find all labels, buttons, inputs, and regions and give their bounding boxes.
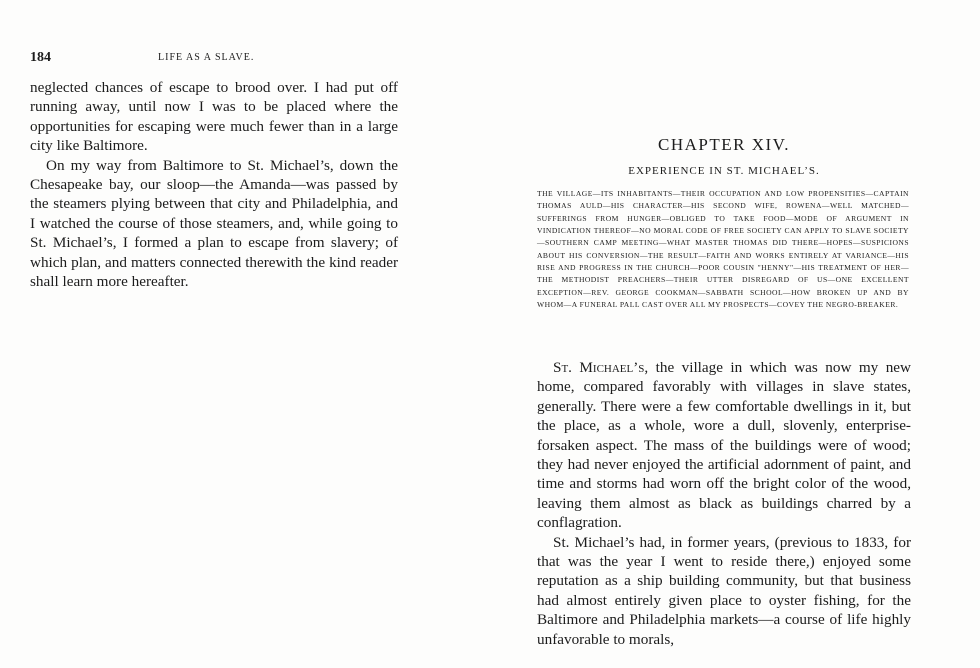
- paragraph: On my way from Baltimore to St. Michael’s, down the Chesapeake bay, our sloop—the Amanda—was passed by the steamers plying between that city and Philadelphia, and I watched the course of those steamers, and, while going to St. Michael’s, I formed a plan to escape from slavery; of which plan, and matters connected therewith the kind reader shall learn more hereafter.: [30, 156, 398, 291]
- running-title: LIFE AS A SLAVE.: [158, 52, 255, 63]
- paragraph-text: , the village in which was now my new home, compared favorably with villages in slave states, generally. There were a few comfortable dwellings in it, but the place, as a whole, wore a dull, slovenly, enterprise-forsaken aspect. The mass of the buildings were of wood; they had never enjoyed the artificial adornment of paint, and time and storms had worn off the bright color of the wood, leaving them almost as black as buildings charred by a conflagration.: [537, 359, 911, 532]
- chapter-title: CHAPTER XIV.: [658, 135, 790, 154]
- right-page-body: [537, 358, 911, 649]
- paragraph: St. Michael’s had, in former years, (previous to 1833, for that was the year I went to reside there,) enjoyed some reputation as a ship building community, but that business had almost entirely given place to oyster fishing, for the Baltimore and Philadelphia markets—a course of life highly unfavorable to morals,: [537, 533, 911, 648]
- paragraph: [537, 358, 911, 533]
- left-page-body: [30, 78, 398, 291]
- page-number: 184: [30, 50, 51, 65]
- opening-words: St. Michael’s: [553, 359, 645, 376]
- running-head: [30, 50, 400, 66]
- chapter-subtitle: EXPERIENCE IN ST. MICHAEL’S.: [628, 165, 820, 177]
- chapter-synopsis: THE VILLAGE—ITS INHABITANTS—THEIR OCCUPATION AND LOW PROPENSITIES—CAPTAIN THOMAS AULD—HIS CHARACTER—HIS SECOND WIFE, ROWENA—WELL MATCHED—SUFFERINGS FROM HUNGER—OBLIGED TO TAKE FOOD—MODE OF ARGUMENT IN VINDICATION THEREOF—NO MORAL CODE OF FREE SOCIETY CAN APPLY TO SLAVE SOCIETY—SOUTHERN CAMP MEETING—WHAT MASTER THOMAS DID THERE—HOPES—SUSPICIONS ABOUT HIS CONVERSION—THE RESULT—FAITH AND WORKS ENTIRELY AT VARIANCE—HIS RISE AND PROGRESS IN THE CHURCH—POOR COUSIN "HENNY"—HIS TREATMENT OF HER—THE METHODIST PREACHERS—THEIR UTTER DISREGARD OF US—ONE EXCELLENT EXCEPTION—REV. GEORGE COOKMAN—SABBATH SCHOOL—HOW BROKEN UP AND BY WHOM—A FUNERAL PALL CAST OVER ALL MY PROSPECTS—COVEY THE NEGRO-BREAKER.: [537, 189, 909, 310]
- paragraph: neglected chances of escape to brood over. I had put off running away, until now I was to be placed where the opportunities for escaping were much fewer than in a large city like Baltimore.: [30, 79, 398, 155]
